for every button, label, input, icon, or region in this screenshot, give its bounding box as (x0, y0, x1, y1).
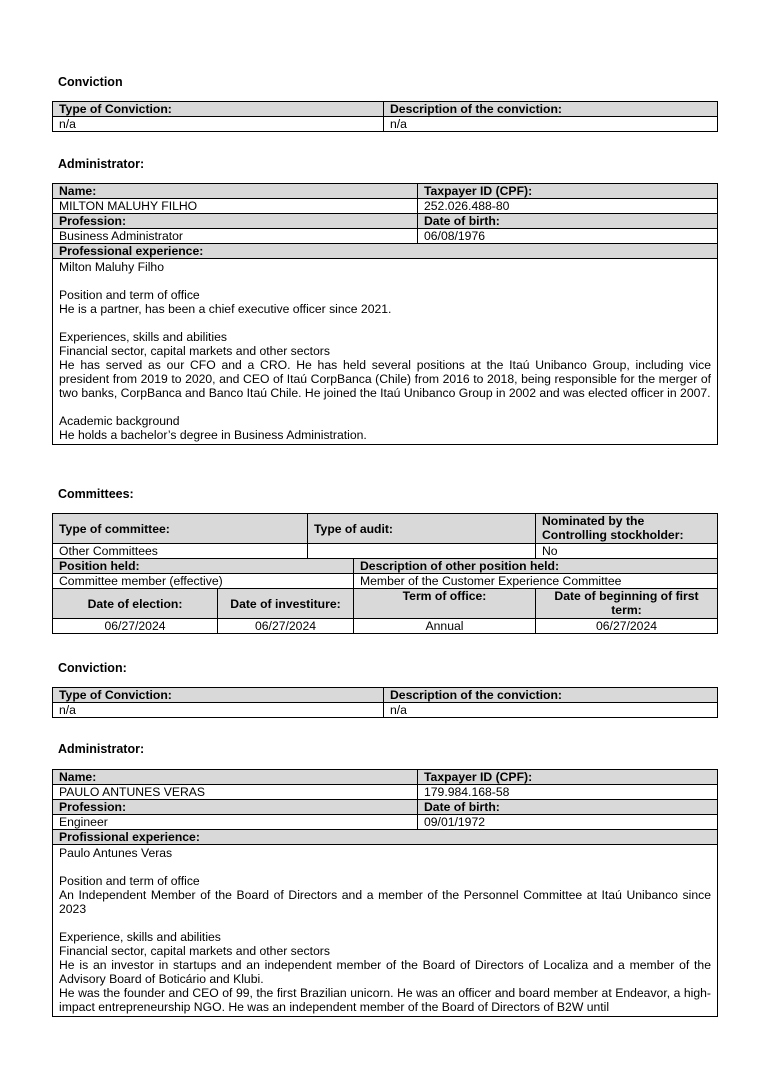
administrator-table (52, 183, 718, 445)
conviction-type-value: n/a (53, 117, 384, 132)
experience-label: Professional experience: (53, 244, 718, 259)
academic-text: He holds a bachelor’s degree in Business Administration. (59, 428, 367, 442)
type-of-committee-value: Other Committees (53, 544, 308, 559)
term-of-office-value: Annual (354, 619, 536, 634)
position-held-value: Committee member (effective) (53, 574, 354, 589)
date-of-election-value: 06/27/2024 (53, 619, 218, 634)
skills-title: Experience, skills and abilities (59, 930, 221, 944)
conviction-type-value: n/a (53, 703, 384, 718)
conviction-type-label: Type of Conviction: (53, 102, 384, 117)
nominated-value: No (536, 544, 718, 559)
type-of-committee-label: Type of committee: (53, 514, 308, 544)
position-title: Position and term of office (59, 288, 200, 302)
skills-sector: Financial sector, capital markets and other sectors (59, 344, 330, 358)
experience-person-name: Milton Maluhy Filho (59, 260, 164, 274)
conviction-desc-value: n/a (384, 117, 718, 132)
experience-person-name: Paulo Antunes Veras (59, 846, 173, 860)
skills-title: Experiences, skills and abilities (59, 330, 227, 344)
skills-text-continued: He was the founder and CEO of 99, the first Brazilian unicorn. He was an officer and board member at Endeavor, a high-impact entrepreneurship NGO. He was an independent member of the Board of Directors of B2W until (59, 986, 711, 1014)
skills-sector: Financial sector, capital markets and other sectors (59, 944, 330, 958)
academic-title: Academic background (59, 414, 180, 428)
date-of-investiture-label: Date of investiture: (218, 589, 354, 619)
type-of-audit-label: Type of audit: (308, 514, 536, 544)
type-of-audit-value (308, 544, 536, 559)
profession-label: Profession: (53, 214, 418, 229)
profession-value: Business Administrator (53, 229, 418, 244)
other-position-value: Member of the Customer Experience Committee (354, 574, 718, 589)
dob-value: 09/01/1972 (418, 815, 718, 830)
cpf-label: Taxpayer ID (CPF): (418, 770, 718, 785)
administrator-heading: Administrator: (58, 742, 145, 756)
administrator-heading: Administrator: (58, 157, 145, 171)
skills-text: He has served as our CFO and a CRO. He has held several positions at the Itaú Unibanco Group, including vice president from 2019 to 2020, and CEO of Itaú CorpBanca (Chile) from 2016 to 2018, being responsible for the merger of two banks, CorpBanca and Banco Itaú Chile. He joined the Itaú Unibanco Group in 2002 and was elected officer in 2007. (59, 358, 711, 400)
conviction-heading: Conviction: (58, 661, 127, 675)
committees-table (52, 513, 718, 634)
conviction-desc-label: Description of the conviction: (384, 102, 718, 117)
administrator-table (52, 769, 718, 1017)
dob-label: Date of birth: (418, 800, 718, 815)
position-text: An Independent Member of the Board of Directors and a member of the Personnel Committee at Itaú Unibanco since 2023 (59, 888, 711, 916)
conviction-table (52, 101, 718, 132)
position-text: He is a partner, has been a chief executive officer since 2021. (59, 302, 392, 316)
other-position-label: Description of other position held: (354, 559, 718, 574)
cpf-value: 252.026.488-80 (418, 199, 718, 214)
conviction-type-label: Type of Conviction: (53, 688, 384, 703)
cpf-label: Taxpayer ID (CPF): (418, 184, 718, 199)
position-held-label: Position held: (53, 559, 354, 574)
dob-value: 06/08/1976 (418, 229, 718, 244)
position-title: Position and term of office (59, 874, 200, 888)
experience-label: Profissional experience: (53, 830, 718, 845)
committees-heading: Committees: (58, 487, 134, 501)
nominated-label: Nominated by the Controlling stockholder: (536, 514, 718, 544)
conviction-desc-value: n/a (384, 703, 718, 718)
date-of-election-label: Date of election: (53, 589, 218, 619)
profession-value: Engineer (53, 815, 418, 830)
date-of-investiture-value: 06/27/2024 (218, 619, 354, 634)
name-label: Name: (53, 770, 418, 785)
term-of-office-label: Term of office: (354, 589, 536, 619)
conviction-heading: Conviction (58, 75, 123, 89)
skills-text: He is an investor in startups and an independent member of the Board of Directors of Localiza and a member of the Advisory Board of Boticário and Klubi. (59, 958, 711, 986)
name-value: PAULO ANTUNES VERAS (53, 785, 418, 800)
first-term-label: Date of beginning of first term: (536, 589, 718, 619)
dob-label: Date of birth: (418, 214, 718, 229)
conviction-table (52, 687, 718, 718)
name-value: MILTON MALUHY FILHO (53, 199, 418, 214)
first-term-value: 06/27/2024 (536, 619, 718, 634)
cpf-value: 179.984.168-58 (418, 785, 718, 800)
conviction-desc-label: Description of the conviction: (384, 688, 718, 703)
experience-text (53, 259, 718, 445)
profession-label: Profession: (53, 800, 418, 815)
name-label: Name: (53, 184, 418, 199)
experience-text (53, 845, 718, 1017)
